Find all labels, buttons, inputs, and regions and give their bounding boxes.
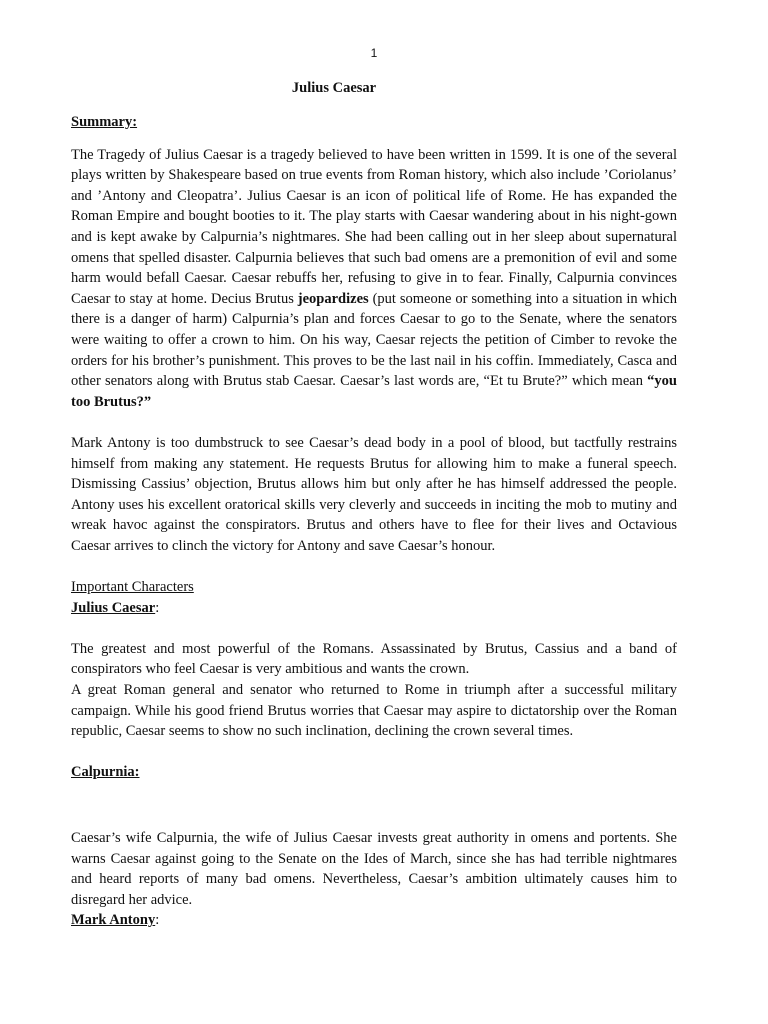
important-characters-heading: Important Characters xyxy=(71,579,194,596)
caesar-description-2: A great Roman general and senator who returned to Rome in triumph after a successful military campaign. While his good friend Brutus worries that Caesar may aspire to dictatorship over the Roman republic, Caesar seems to show no such inclination, declining the crown several times. xyxy=(71,682,677,740)
calpurnia-description: Caesar’s wife Calpurnia, the wife of Julius Caesar invests great authority in omens and portents. She warns Caesar against going to the Senate on the Ides of March, since she has had terrible nightmares and heard reports of many bad omens. Nevertheless, Caesar’s ambition ultimately causes him to disregard her advice. xyxy=(71,830,677,908)
summary-paragraph-2: Mark Antony is too dumbstruck to see Caesar’s dead body in a pool of blood, but tactfully restrains himself from making any statement. He requests Brutus for allowing him to make a funeral speech. Dismissing Cassius’ objection, Brutus allows him but only after he has himself addressed the people. Antony uses his excellent oratorical skills very cleverly and succeeds in inciting the mob to mutiny and wreak havoc against the conspirators. Brutus and others have to flee for their lives and Octavious Caesar arrives to clinch the victory for Antony and save Caesar’s honour. xyxy=(71,434,677,554)
caesar-heading-line xyxy=(71,598,677,619)
page-title: Julius Caesar xyxy=(291,80,377,96)
summary-heading: Summary: xyxy=(71,114,138,130)
caesar-heading: Julius Caesar xyxy=(71,599,156,616)
document-body xyxy=(71,112,677,931)
summary-text-b: (put someone or something into a situation in which there is a danger of harm) Calpurnia’s plan and forces Caesar to go to the Senate, where the senators were waiting to offer a crown to him. On his way, Caesar rejects the petition of Cimber to revoke the orders for his brother’s punishment. This proves to be the last nail in his coffin. Immediately, Casca and other senators along with Brutus stab Caesar. Caesar’s last words are, “Et tu Brute?” which mean xyxy=(71,290,677,390)
caesar-heading-colon: : xyxy=(155,599,160,616)
antony-heading-colon: : xyxy=(155,912,160,929)
summary-text-a: The Tragedy of Julius Caesar is a tragedy believed to have been written in 1599. It is one of the several plays written by Shakespeare based on true events from Roman history, which also include ’Coriolanus’ and ’Antony and Cleopatra’. Julius Caesar is an icon of political life of Rome. He has expanded the Roman Empire and bought booties to it. The play starts with Caesar wandering about in his night-gown and is kept awake by Calpurnia’s nightmares. She had been calling out in her sleep about supernatural omens that spelled disaster. Calpurnia believes that such bad omens are a premonition of evil and some harm would befall Caesar. Caesar rebuffs her, refusing to give in to fear. Finally, Calpurnia convinces Caesar to stay at home. Decius Brutus xyxy=(71,146,677,307)
quote-you-too-brutus: “you too Brutus?” xyxy=(71,373,677,410)
caesar-description-1: The greatest and most powerful of the Romans. Assassinated by Brutus, Cassius and a band of conspirators who feel Caesar is very ambitious and wants the crown. xyxy=(71,640,677,678)
antony-heading: Mark Antony xyxy=(71,912,156,929)
calpurnia-heading: Calpurnia: xyxy=(71,764,140,781)
page-number: 1 xyxy=(370,46,378,60)
summary-paragraph-1 xyxy=(71,145,677,413)
keyword-jeopardizes: jeopardizes xyxy=(297,290,369,307)
antony-heading-line xyxy=(71,910,677,931)
